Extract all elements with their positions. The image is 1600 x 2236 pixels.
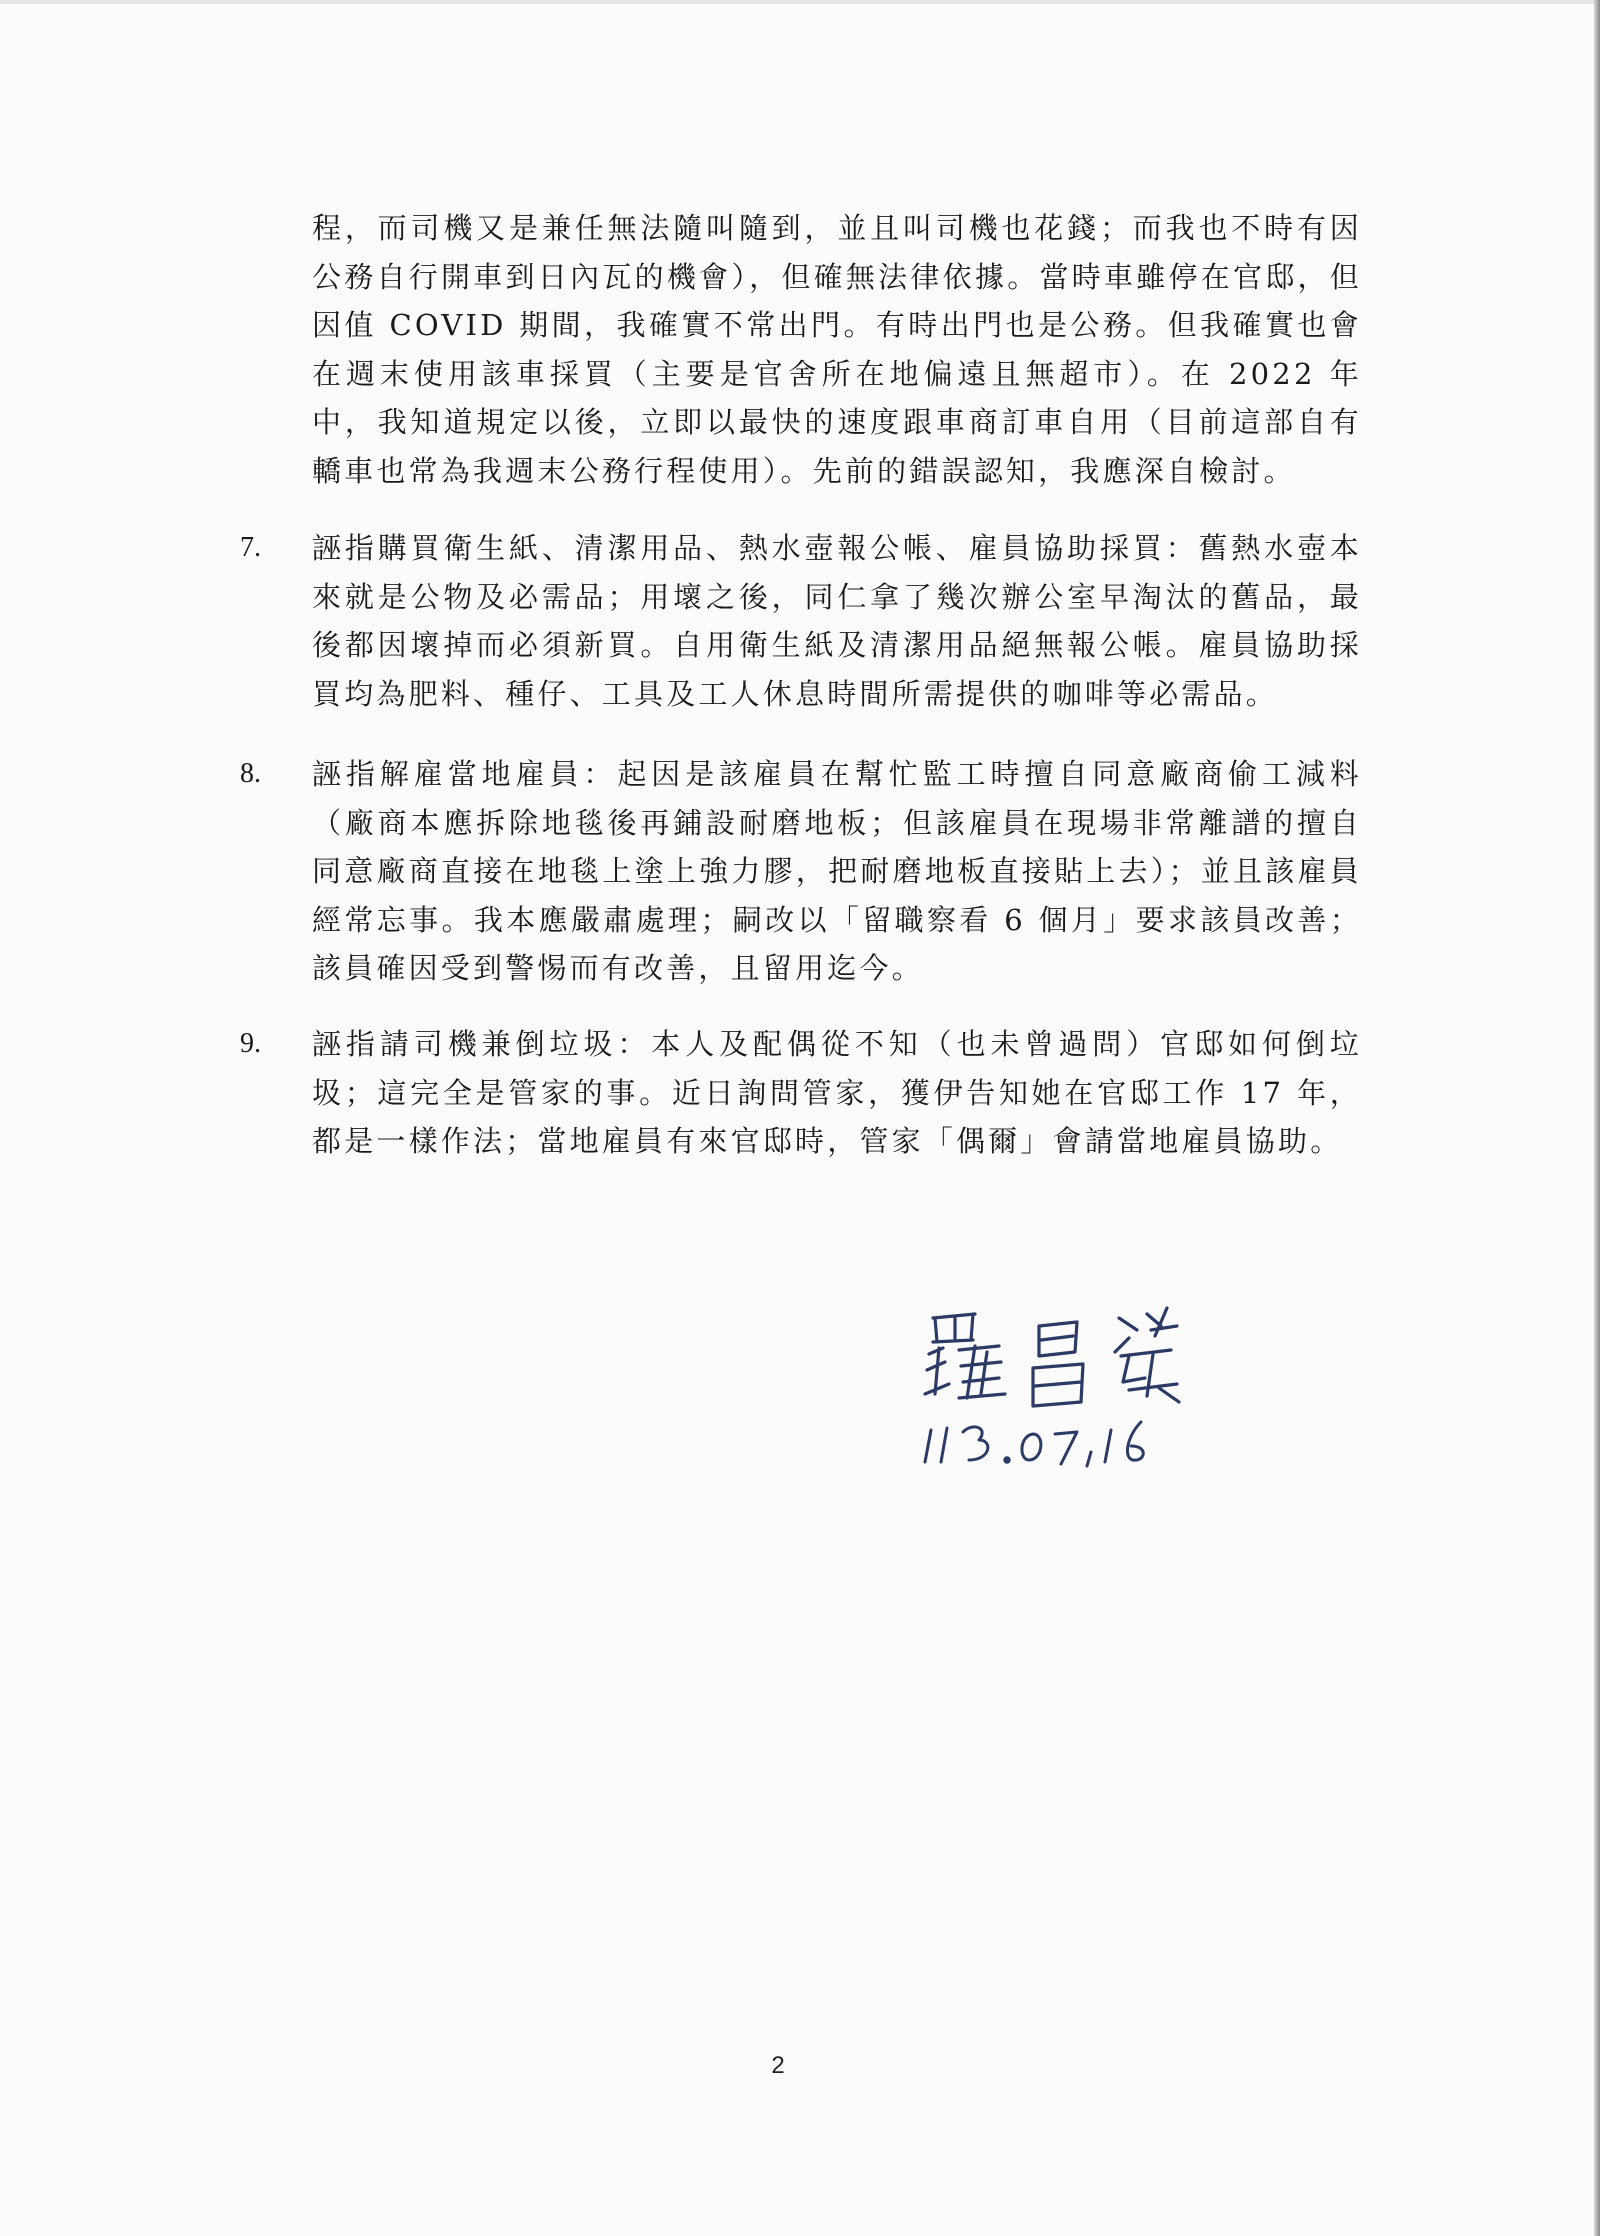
- item-text: 誣指解雇當地雇員：起因是該雇員在幫忙監工時擅自同意廠商偷工減料（廠商本應拆除地毯後再鋪設耐磨地板；但該雇員在現場非常離譜的擅自同意廠商直接在地毯上塗上強力膠，把耐磨地板直接貼上去）；並且該雇員經常忘事。我本應嚴肅處理；嗣改以「留職察看 6 個月」要求該員改善；該員確因受到警惕而有改善，且留用迄今。: [312, 757, 1362, 985]
- signature-drawing: [915, 1290, 1255, 1470]
- scan-edge-top: [0, 0, 1600, 4]
- item-number: 9.: [240, 1028, 261, 1059]
- continued-paragraph: 程，而司機又是兼任無法隨叫隨到，並且叫司機也花錢；而我也不時有因公務自行開車到日內瓦的機會），但確無法律依據。當時車雖停在官邸，但因值 COVID 期間，我確實不常出門。有時出門也是公務。但我確實也會在週末使用該車採買（主要是官舍所在地偏遠且無超市）。在 2022 年中，我知道規定以後，立即以最快的速度跟車商訂車自用（目前這部自有轎車也常為我週末公務行程使用）。先前的錯誤認知，我應深自檢討。: [312, 211, 1362, 488]
- item-number: 7.: [240, 532, 261, 563]
- handwritten-signature: [915, 1290, 1255, 1470]
- page-number: 2: [771, 2052, 785, 2079]
- item-text: 誣指購買衛生紙、清潔用品、熱水壺報公帳、雇員協助採買：舊熱水壺本來就是公物及必需品；用壞之後，同仁拿了幾次辦公室早淘汰的舊品，最後都因壞掉而必須新買。自用衛生紙及清潔用品絕無報公帳。雇員協助採買均為肥料、種仔、工具及工人休息時間所需提供的咖啡等必需品。: [312, 531, 1362, 711]
- item-text: 誣指請司機兼倒垃圾：本人及配偶從不知（也未曾過問）官邸如何倒垃圾；這完全是管家的事。近日詢問管家，獲伊告知她在官邸工作 17 年，都是一樣作法；當地雇員有來官邸時，管家「偶爾」會請當地雇員協助。: [312, 1027, 1362, 1158]
- scan-edge-right: [1594, 0, 1600, 2236]
- item-number: 8.: [240, 758, 261, 789]
